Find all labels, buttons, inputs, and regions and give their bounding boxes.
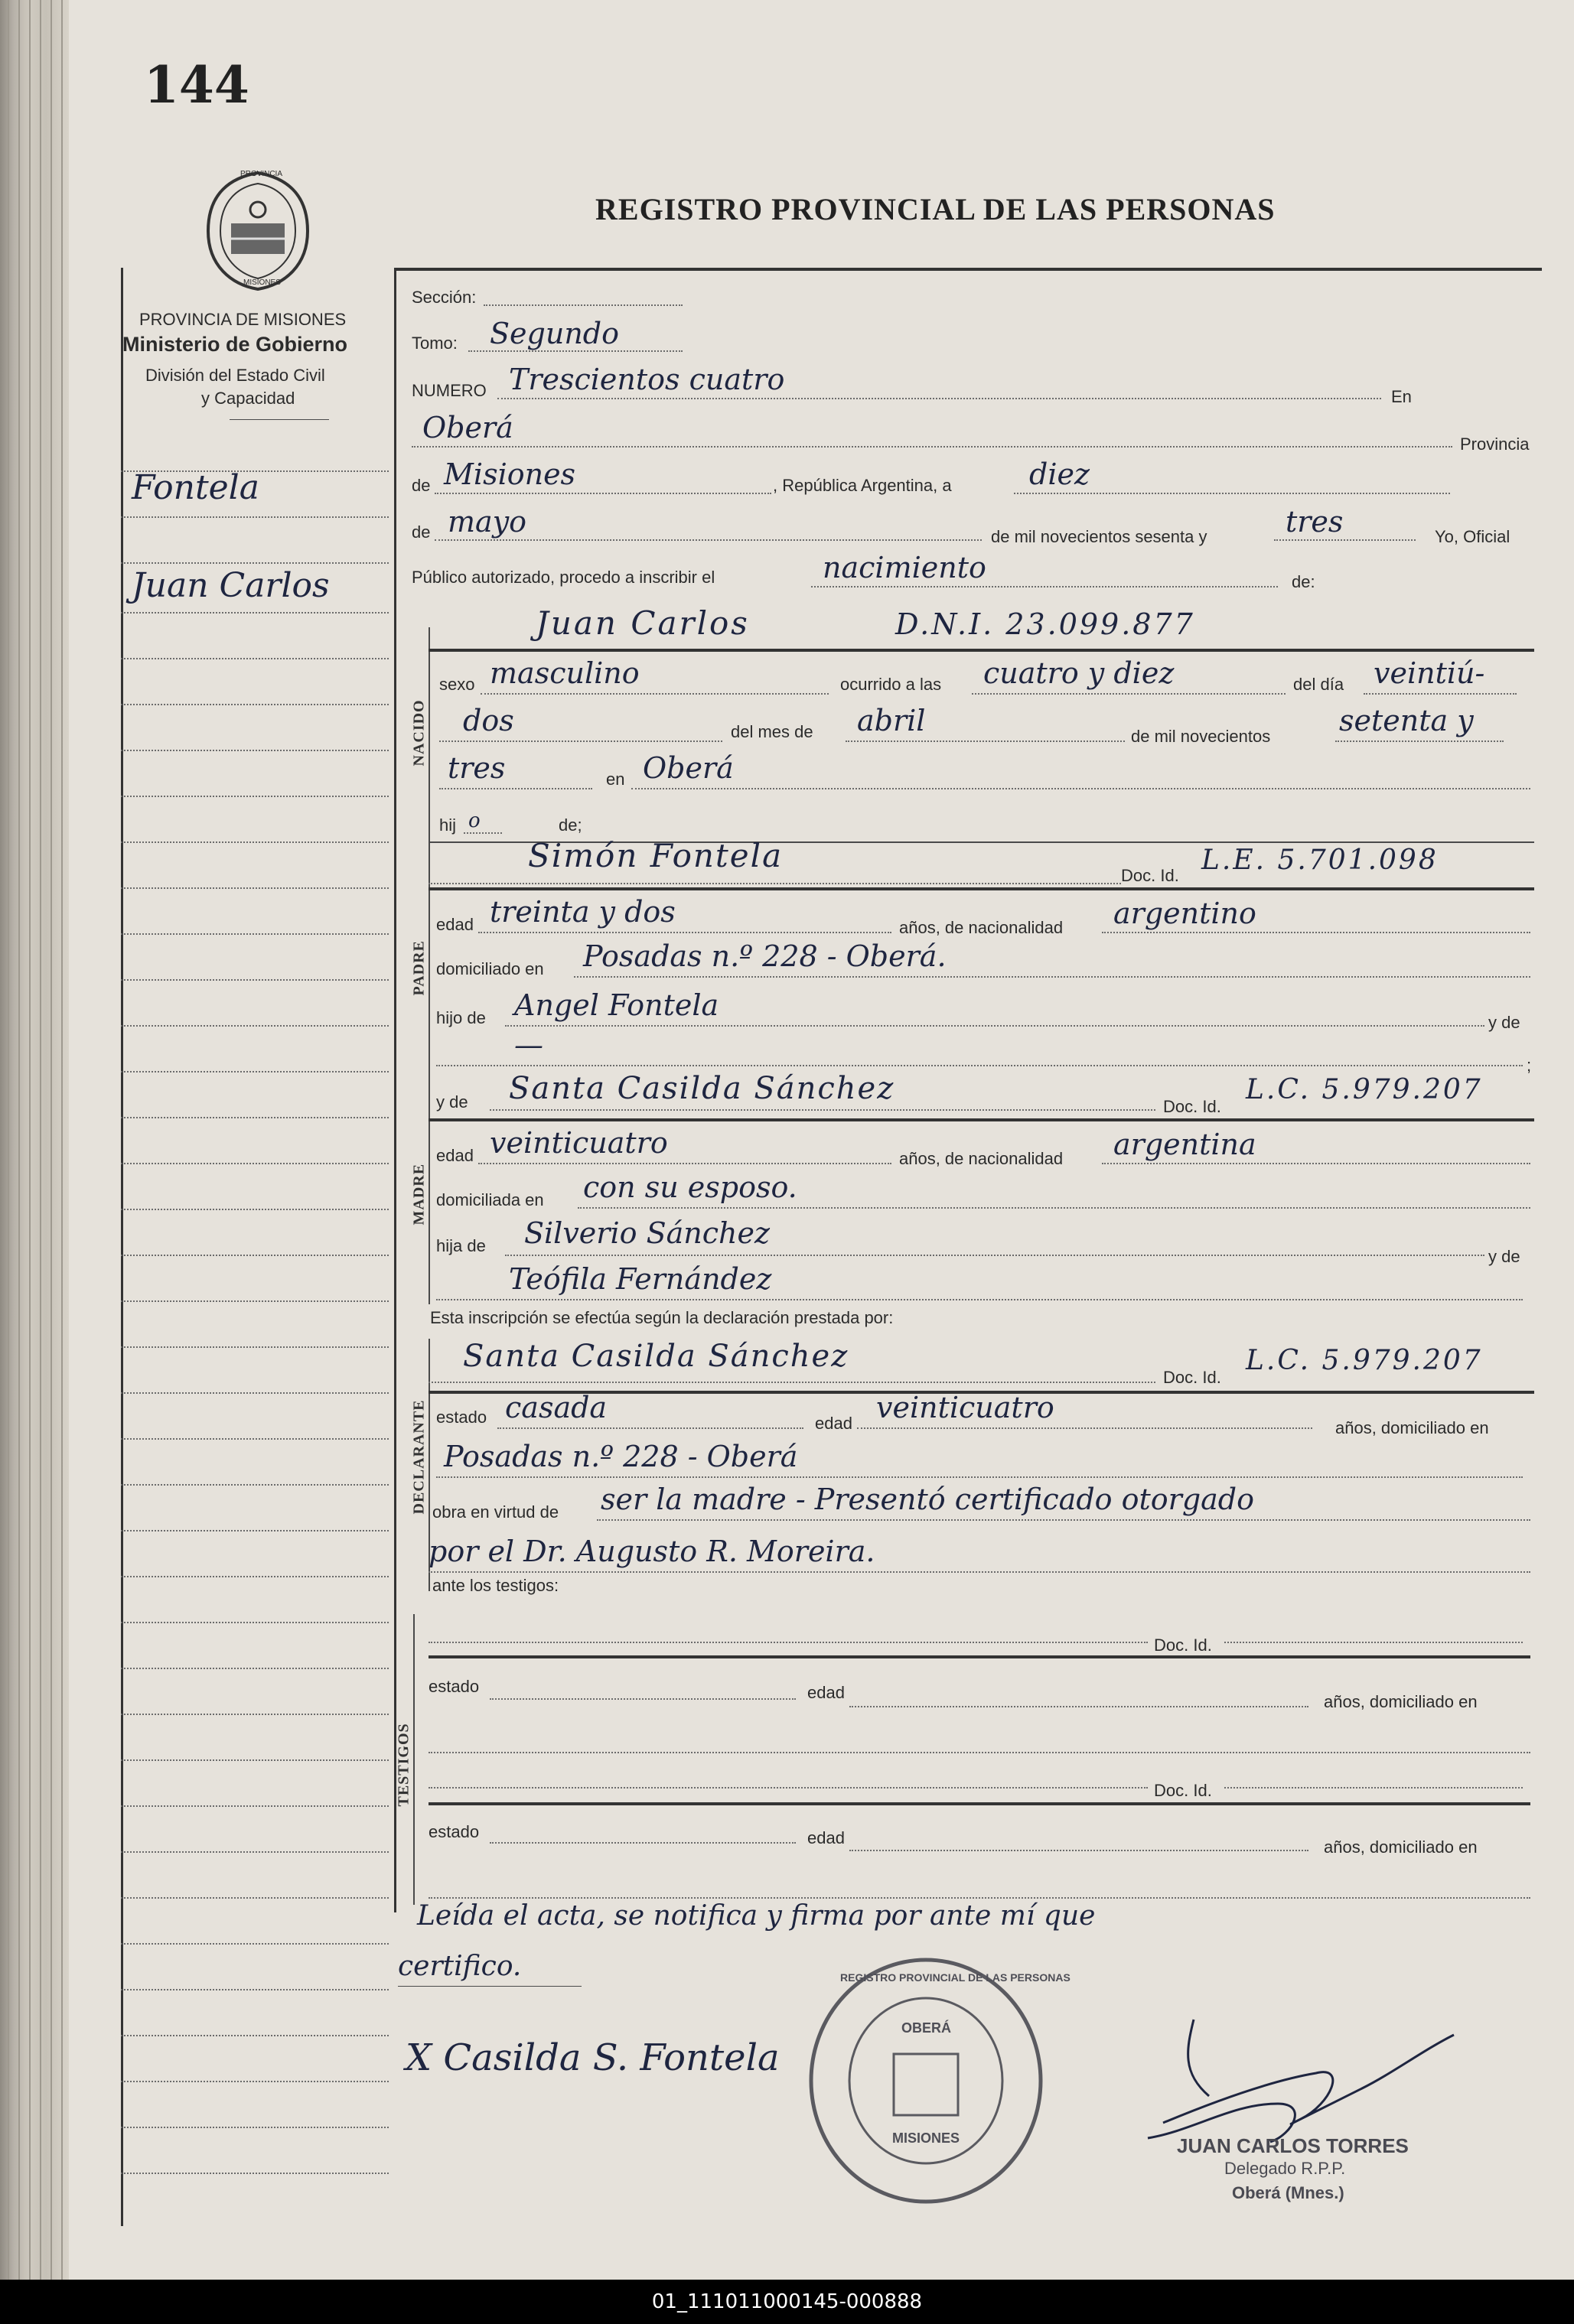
value-hijo-suffix: o	[468, 809, 481, 832]
office-ministry: Ministerio de Gobierno	[122, 333, 348, 356]
value-birth-day-1: veintiú-	[1374, 656, 1485, 690]
label-edad-witness-2: edad	[807, 1828, 845, 1847]
value-birth-year-1: setenta y	[1339, 704, 1474, 737]
value-tomo: Segundo	[490, 317, 619, 350]
label-provincia: Provincia	[1460, 435, 1530, 454]
label-doc-witness-1: Doc. Id.	[1154, 1636, 1212, 1655]
value-province: Misiones	[444, 457, 576, 491]
stamp-center-2: MISIONES	[892, 2130, 960, 2146]
section-testigos: TESTIGOS	[395, 1723, 412, 1807]
label-y-de-mother-2: y de	[1488, 1247, 1520, 1266]
stamp-ring-text: REGISTRO PROVINCIAL DE LAS PERSONAS	[840, 1971, 1071, 1984]
label-obra-virtud: obra en virtud de	[432, 1502, 559, 1522]
declarant-reason-2: por el Dr. Augusto R. Moreira.	[429, 1535, 875, 1568]
section-nacido: NACIDO	[410, 699, 428, 767]
document-title: REGISTRO PROVINCIAL DE LAS PERSONAS	[595, 192, 1276, 226]
label-del-mes: del mes de	[731, 722, 813, 741]
margin-surname: Fontela	[132, 468, 259, 507]
label-doc-declarant: Doc. Id.	[1163, 1368, 1221, 1387]
label-semicolon-father: ;	[1527, 1056, 1532, 1075]
label-de-province: de	[412, 476, 431, 495]
official-name: JUAN CARLOS TORRES	[1177, 2134, 1409, 2157]
label-de-month: de	[412, 522, 431, 542]
book-binding	[0, 0, 69, 2280]
mother-age: veinticuatro	[490, 1126, 668, 1160]
declarant-status: casada	[505, 1391, 608, 1424]
label-esta-inscripcion: Esta inscripción se efectúa según la declaración prestada por:	[430, 1308, 894, 1327]
declarant-address: Posadas n.º 228 - Oberá	[444, 1440, 798, 1473]
label-nacionalidad-father: años, de nacionalidad	[899, 918, 1064, 937]
child-dni: D.N.I. 23.099.877	[895, 607, 1195, 641]
label-y-de-father: y de	[1488, 1013, 1520, 1032]
father-mother-name: —	[514, 1028, 543, 1062]
declarant-doc: L.C. 5.979.207	[1246, 1345, 1483, 1376]
margin-given-names: Juan Carlos	[132, 566, 330, 605]
label-estado-witness-1: estado	[429, 1677, 480, 1696]
mother-doc: L.C. 5.979.207	[1246, 1074, 1483, 1105]
label-mil-sesenta: de mil novecientos sesenta y	[991, 527, 1207, 546]
label-doc-father: Doc. Id.	[1121, 866, 1179, 885]
label-de-colon: de:	[1292, 572, 1315, 591]
office-division-2: y Capacidad	[201, 389, 295, 408]
mother-address: con su esposo.	[583, 1170, 797, 1204]
value-sex: masculino	[490, 656, 640, 690]
declarant-name: Santa Casilda Sánchez	[463, 1339, 849, 1374]
section-madre: MADRE	[410, 1163, 428, 1225]
value-numero: Trescientos cuatro	[509, 363, 785, 396]
label-estado-witness-2: estado	[429, 1822, 480, 1841]
label-doc-mother: Doc. Id.	[1163, 1097, 1221, 1116]
label-anos-domiciliado-witness-2: años, domiciliado en	[1324, 1837, 1478, 1857]
value-birth-day-2: dos	[463, 704, 514, 737]
declarant-age: veinticuatro	[876, 1391, 1054, 1424]
official-title: Delegado R.P.P.	[1224, 2159, 1346, 2178]
value-birth-month: abril	[857, 704, 926, 737]
label-de-semicolon: de;	[559, 815, 582, 835]
label-edad-mother: edad	[436, 1146, 474, 1165]
label-en: En	[1391, 387, 1412, 406]
page-number: 144	[144, 55, 249, 115]
office-province: PROVINCIA DE MISIONES	[139, 310, 347, 329]
image-filename-bar	[0, 2280, 1574, 2324]
provincial-coat-of-arms	[200, 170, 315, 292]
label-hija-de-mother: hija de	[436, 1236, 486, 1255]
label-ocurrido: ocurrido a las	[840, 675, 942, 694]
label-republica: , República Argentina, a	[773, 476, 952, 495]
value-month: mayo	[448, 505, 527, 539]
label-anos-domiciliado-declarant: años, domiciliado en	[1335, 1418, 1489, 1437]
label-hijo: hij	[439, 815, 457, 835]
office-division-1: División del Estado Civil	[145, 366, 325, 385]
father-nationality: argentino	[1113, 897, 1256, 930]
label-hijo-de-father: hijo de	[436, 1008, 486, 1027]
label-domiciliado-father: domiciliado en	[436, 959, 544, 978]
label-doc-witness-2: Doc. Id.	[1154, 1781, 1212, 1800]
father-address: Posadas n.º 228 - Oberá.	[583, 939, 947, 973]
image-filename: 01_111011000145-000888	[651, 2290, 923, 2313]
declarant-reason-1: ser la madre - Presentó certificado otorgado	[601, 1483, 1254, 1516]
mother-name: Santa Casilda Sánchez	[509, 1071, 895, 1106]
official-place: Oberá (Mnes.)	[1232, 2183, 1344, 2202]
label-sexo: sexo	[439, 675, 475, 694]
mother-father-name: Silverio Sánchez	[524, 1216, 770, 1250]
label-anos-domiciliado-witness-1: años, domiciliado en	[1324, 1692, 1478, 1711]
closing-line-1: Leída el acta, se notifica y firma por ante mí que	[417, 1900, 1096, 1932]
label-numero: NUMERO	[412, 381, 487, 400]
mother-nationality: argentina	[1113, 1128, 1256, 1161]
father-name: Simón Fontela	[528, 837, 784, 874]
seal-text-bottom: MISIONES	[243, 278, 281, 287]
section-declarante: DECLARANTE	[410, 1399, 428, 1515]
content-divider	[394, 268, 396, 1912]
closing-line-2: certifico.	[398, 1951, 522, 1982]
label-en-birthplace: en	[606, 770, 625, 789]
label-y-de-mother: y de	[436, 1092, 468, 1112]
margin-divider	[121, 268, 123, 2226]
label-edad-father: edad	[436, 915, 474, 934]
label-estado-declarant: estado	[436, 1408, 487, 1427]
official-signature	[1117, 1989, 1484, 2157]
official-stamp	[803, 1955, 1071, 2207]
label-ante-testigos: ante los testigos:	[432, 1576, 559, 1595]
value-birth-place: Oberá	[643, 751, 734, 785]
section-padre: PADRE	[410, 940, 428, 996]
father-father-name: Angel Fontela	[514, 988, 719, 1022]
label-nacionalidad-mother: años, de nacionalidad	[899, 1149, 1064, 1168]
label-edad-witness-1: edad	[807, 1683, 845, 1702]
value-day: diez	[1029, 457, 1090, 491]
label-tomo: Tomo:	[412, 334, 458, 353]
value-place: Oberá	[422, 411, 513, 444]
label-yo-oficial: Yo, Oficial	[1435, 527, 1510, 546]
value-act-type: nacimiento	[823, 551, 986, 584]
child-name: Juan Carlos	[536, 604, 750, 642]
label-edad-declarant: edad	[815, 1414, 852, 1433]
value-hour: cuatro y diez	[983, 656, 1175, 690]
label-domiciliada-mother: domiciliada en	[436, 1190, 544, 1209]
label-del-dia: del día	[1293, 675, 1344, 694]
mother-mother-name: Teófila Fernández	[509, 1262, 772, 1296]
value-year-suffix: tres	[1286, 505, 1344, 539]
value-birth-year-2: tres	[448, 751, 506, 785]
label-seccion: Sección:	[412, 288, 477, 307]
stamp-center-1: OBERÁ	[901, 2020, 952, 2036]
label-mil-novecientos: de mil novecientos	[1131, 727, 1271, 746]
father-doc: L.E. 5.701.098	[1201, 845, 1439, 876]
label-publico: Público autorizado, procedo a inscribir el	[412, 568, 715, 587]
father-age: treinta y dos	[490, 895, 676, 929]
seal-text-top: PROVINCIA	[240, 170, 283, 178]
declarant-signature: X Casilda S. Fontela	[406, 2036, 780, 2079]
